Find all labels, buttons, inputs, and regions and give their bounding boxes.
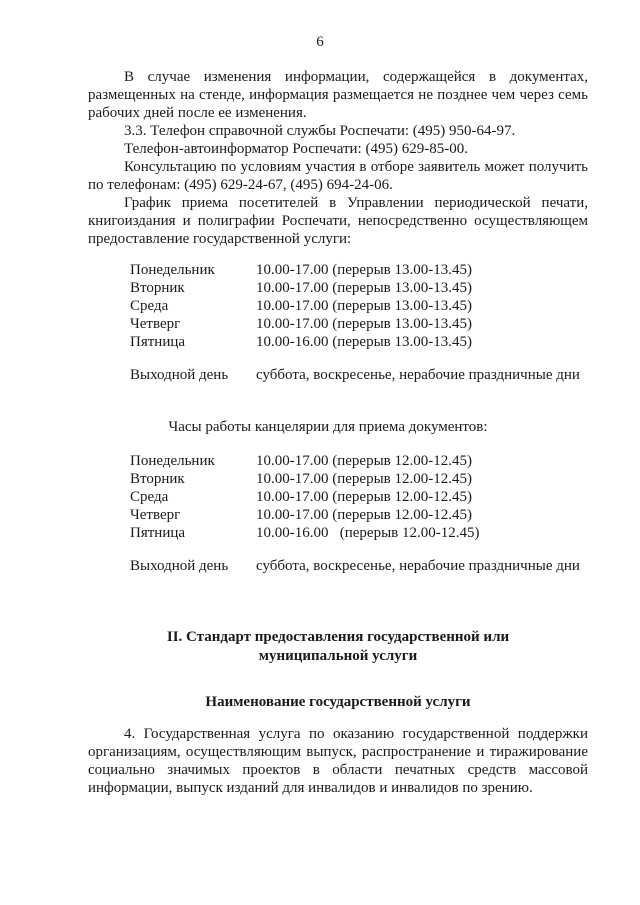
schedule-time: 10.00-16.00 (перерыв 13.00-13.45)	[256, 334, 472, 350]
schedule-time: 10.00-17.00 (перерыв 12.00-12.45)	[256, 453, 472, 469]
section-heading	[88, 628, 588, 666]
weekend-label: Выходной день	[130, 367, 229, 383]
paragraph-service-name: 4. Государственная услуга по оказанию государственной поддержки организациям, осуществляющим выпуск, распространение и тиражирование социально значимых проектов в области печатных средств массовой информации, выпуск изданий для инвалидов и инвалидов по зрению.	[88, 726, 588, 796]
paragraph-stand-info: В случае изменения информации, содержащейся в документах, размещенных на стенде, информация размещается не позднее чем через семь рабочих дней после ее изменения.	[88, 69, 588, 121]
weekend-row-2	[130, 557, 580, 575]
paragraph-autoinformer-phone: Телефон-автоинформатор Роспечати: (495) 629-85-00.	[124, 141, 468, 157]
schedule-row	[130, 524, 479, 542]
schedule-day: Четверг	[130, 316, 181, 332]
schedule-row	[130, 452, 479, 470]
schedule-time: 10.00-17.00 (перерыв 12.00-12.45)	[256, 471, 472, 487]
section-heading-line1: II. Стандарт предоставления государственной или	[166, 629, 510, 645]
schedule-time: 10.00-17.00 (перерыв 13.00-13.45)	[256, 280, 472, 296]
paragraph-hotline-phone: 3.3. Телефон справочной службы Роспечати: (495) 950-64-97.	[124, 123, 516, 139]
schedule-time: 10.00-17.00 (перерыв 13.00-13.45)	[256, 262, 472, 278]
schedule-day: Понедельник	[130, 453, 215, 469]
schedule-day: Вторник	[130, 471, 185, 487]
schedule-row	[130, 333, 472, 351]
schedule-row	[130, 315, 472, 333]
subheading: Наименование государственной услуги	[205, 694, 471, 710]
weekend-row-1	[130, 366, 580, 384]
weekend-label: Выходной день	[130, 558, 229, 574]
visiting-schedule-table	[130, 261, 472, 351]
schedule-time: 10.00-16.00 (перерыв 12.00-12.45)	[256, 525, 480, 541]
final-block	[88, 725, 588, 797]
schedule-row	[130, 470, 479, 488]
office-hours-title: Часы работы канцелярии для приема документов:	[168, 419, 488, 435]
intro-block	[88, 68, 588, 248]
schedule-time: 10.00-17.00 (перерыв 13.00-13.45)	[256, 298, 472, 314]
paragraph-visiting-schedule: График приема посетителей в Управлении периодической печати, книгоиздания и полиграфии Роспечати, непосредственно осуществляющем предоставление государственной услуги:	[88, 195, 588, 247]
schedule-row	[130, 261, 472, 279]
office-hours-table	[130, 452, 479, 542]
page-number: 6	[316, 34, 324, 50]
section-heading-line2: муниципальной услуги	[258, 648, 418, 664]
schedule-day: Среда	[130, 298, 169, 314]
weekend-value: суббота, воскресенье, нерабочие праздничные дни	[256, 558, 580, 574]
schedule-day: Пятница	[130, 334, 186, 350]
schedule-day: Пятница	[130, 525, 186, 541]
schedule-day: Вторник	[130, 280, 185, 296]
schedule-time: 10.00-17.00 (перерыв 12.00-12.45)	[256, 489, 472, 505]
schedule-day: Четверг	[130, 507, 181, 523]
schedule-day: Среда	[130, 489, 169, 505]
weekend-value: суббота, воскресенье, нерабочие праздничные дни	[256, 367, 580, 383]
schedule-row	[130, 488, 479, 506]
paragraph-consultation-phones: Консультацию по условиям участия в отборе заявитель может получить по телефонам: (495) 629-24-67, (495) 694-24-06.	[88, 159, 588, 193]
schedule-row	[130, 279, 472, 297]
schedule-row	[130, 506, 479, 524]
schedule-time: 10.00-17.00 (перерыв 12.00-12.45)	[256, 507, 472, 523]
schedule-row	[130, 297, 472, 315]
schedule-time: 10.00-17.00 (перерыв 13.00-13.45)	[256, 316, 472, 332]
schedule-day: Понедельник	[130, 262, 215, 278]
